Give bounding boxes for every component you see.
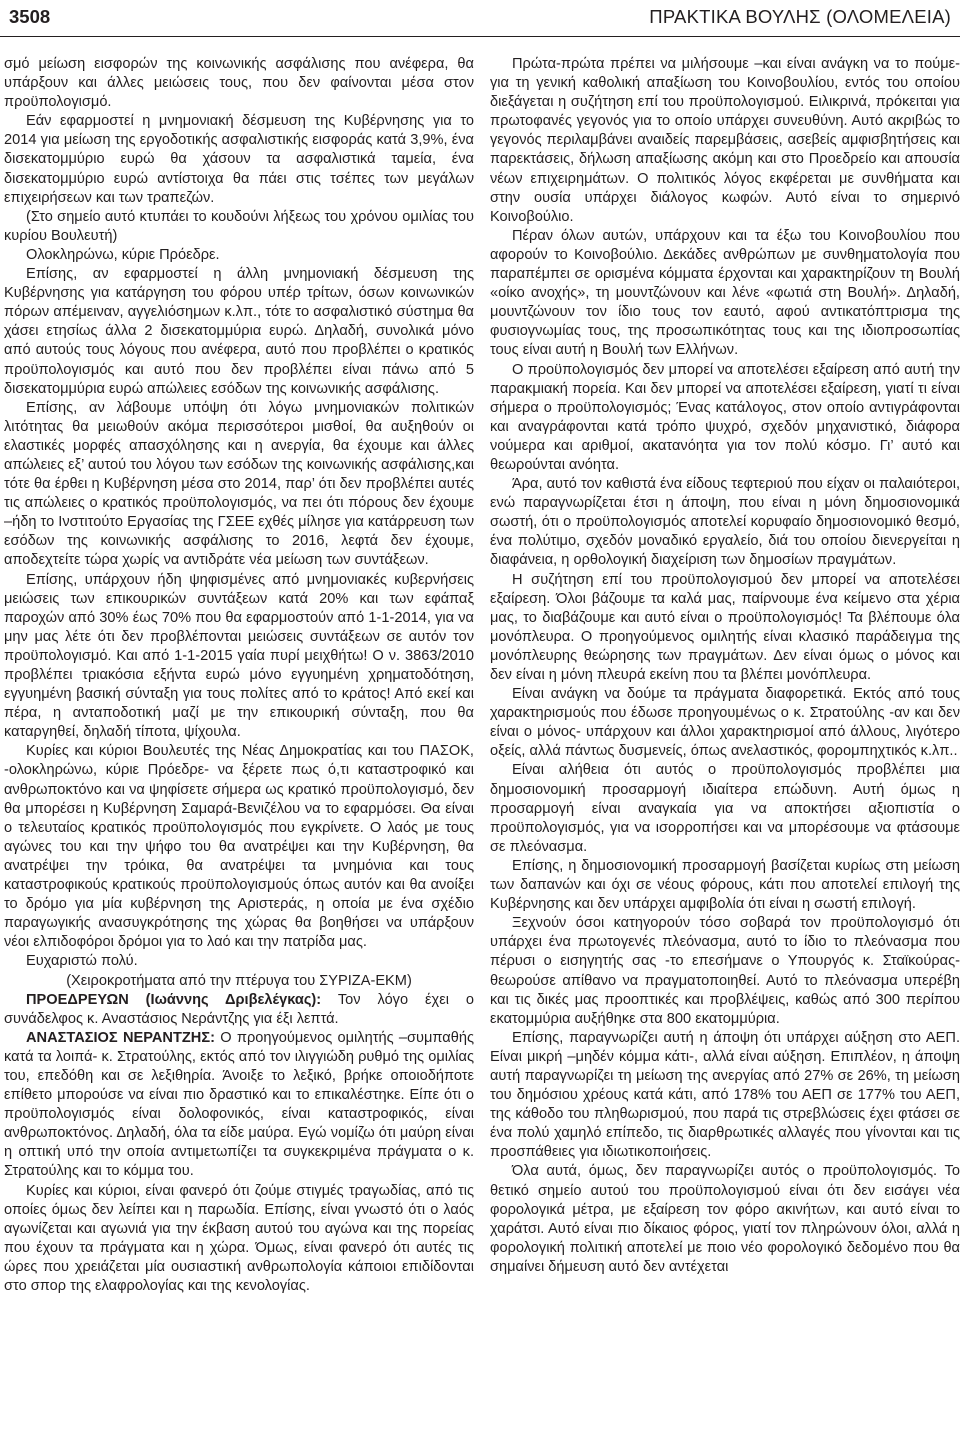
paragraph: Όλα αυτά, όμως, δεν παραγνωρίζει αυτός ο προϋπολογισμός. Το θετικό σημείο αυτού του προϋπολογισμού είναι ότι δεν εισάγει νέα φορολογικά μέτρα, με εξαίρεση τον φόρο ακινήτων, και αυτό είναι το χαράτσι. Αυτό είναι πιο δίκαιος φόρος, γιατί τον πληρώνουν όλοι, αλλά η φορολογική πολιτική αποτελεί με ποιο νέο φορολογικό δεδομένο που θα σημαίνει δήμευση αυτό δεν αντέχεται xyxy=(490,1163,960,1275)
paragraph: Άρα, αυτό τον καθιστά ένα είδους τεφτεριού που είχαν οι παλαιότεροι, ενώ παραγνωρίζεται έτσι η άποψη, που είναι η μόνη δημοσιονομικά σωστή, ότι ο προϋπολογισμός αποτελεί κορυφαίο δημοσιονομικό θεσμό, ένα πολύτιμο, σχεδόν μοναδικό εργαλείο, διά του οποίου διενεργείται η διαφάνεια, η ορθολογική διαχείριση των δημοσίων πραγμάτων. xyxy=(490,476,960,569)
left-column xyxy=(4,55,474,1296)
speech-text: Ο προηγούμενος ομιλητής –συμπαθής κατά τα λοιπά- κ. Στρατούλης, εκτός από τον ιλιγγιώδη ρυθμό της ομιλίας του, επεδόθη και σε λεξιθηρία. Άνοιξε το λεξικό, βρήκε οποιοδήποτε επίθετο μπορούσε να είναι πιο δραστικό και το επικαλέστηκε. Είπε ότι ο προϋπολογισμός είναι δολοφονικός, είναι καταστροφικός, είναι ανθρωποκτόνος. Δηλαδή, όλα τα είδε μαύρα. Εγώ νομίζω ότι μαύρη είναι η οπτική υπό την οποία αντιμετωπίζει τα συγκεκριμένα πράγματα ο κ. Στρατούλης και το κόμμα του. xyxy=(4,1029,474,1180)
paragraph: Επίσης, αν λάβουμε υπόψη ότι λόγω μνημονιακών πολιτικών λιτότητας θα μειωθούν ακόμα περισσότεροι μισθοί, θα αυξηθούν οι ελαστικές μορφές απασχόλησης και η ανεργία, θα έχουμε και άλλες απώλειες εξ’ αυτού του λόγου των εσόδων της κοινωνικής ασφάλισης,και τότε θα έρθει η Κυβέρνηση μέσα στο 2014, παρ’ ότι δεν προβλέπει αυτές τις απώλειες ο κρατικός προϋπολογισμός, να πει ότι πόρους δεν έχουμε –ήδη το Ινστιτούτο Εργασίας της ΓΣΕΕ εχθές μίλησε για κατάρρευση των εσόδων της κοινωνικής ασφάλισης το 2016, λεφτά δεν έχουμε, αποδεχτείτε τώρα χωρίς να αντιδράτε νέα μείωση των συντάξεων. xyxy=(4,399,474,569)
speech-paragraph xyxy=(4,991,474,1029)
paragraph: Κυρίες και κύριοι Βουλευτές της Νέας Δημοκρατίας και του ΠΑΣΟΚ, -ολοκληρώνω, κύριε Πρόεδρε- να ξέρετε πως ό,τι καταστροφικό και ανθρωποκτόνο και να ψηφίσετε σήμερα ως κρατικό προϋπολογισμό, δεν θα μπορέσει η Κυβέρνηση Σαμαρά-Βενιζέλου να το εφαρμόσει. Θα είναι ο τελευταίος κρατικός προϋπολογισμός που εγκρίνετε. Ο λαός με τους αγώνες του και την ψήφο του θα ανατρέψει και την Κυβέρνηση, θα ανατρέψει την τρόικα, θα ανατρέψει τα μνημόνια και τους καταστροφικούς κρατικούς προϋπολογισμούς όπως αυτόν και θα ανοίξει το δρόμο για μία κυβέρνηση της Αριστεράς, η οποία με ένα σχέδιο παραγωγικής ανασυγκρότησης της χώρας θα βοηθήσει να υπάρξουν νέοι ελπιδοφόροι δρόμοι για το λαό και την πατρίδα μας. xyxy=(4,743,474,951)
paragraph: Ο προϋπολογισμός δεν μπορεί να αποτελέσει εξαίρεση από αυτή την παρακμιακή πορεία. Και δεν μπορεί να αποτελέσει εξαίρεση, γιατί τι είναι σήμερα ο προϋπολογισμός; Ένας κατάλογος, στον οποίο αντιγράφονται και αναγράφονται κατά τρόπο ψυχρό, σχεδόν μηχανιστικό, διάφορα νούμερα και αριθμοί, ακατανόητα για τον πολύ κόσμο. Γι’ αυτό και θεωρούνται ανόητα. xyxy=(490,361,960,473)
paragraph: Επίσης, υπάρχουν ήδη ψηφισμένες από μνημονιακές κυβερνήσεις μειώσεις των επικουρικών συντάξεων κατά 20% και των εφάπαξ παροχών από 30% έως 70% που θα εφαρμοστούν από 1-1-2014, για να μην μας λέτε ότι δεν προβλέπονται μειώσεις συντάξεων σε αυτόν τον προϋπολογισμό. Και από 1-1-2015 γαία πυρί μειχθήτω! Ο ν. 3863/2010 προβλέπει τριακόσια εξήντα ευρώ μόνο εγγυημένη χρηματοδότηση, εγγυημένη βασική σύνταξη για τους πολίτες από το κράτος! Από εκεί και πέρα, η ανταποδοτική μαζί με την επικουρική σύνταξη, που θα καταργηθεί, δηλαδή τίποτα, ψίχουλα. xyxy=(4,571,474,741)
page-header xyxy=(0,0,960,40)
paragraph: Επίσης, η δημοσιονομική προσαρμογή βασίζεται κυρίως στη μείωση των δαπανών και όχι σε νέους φόρους, κάτι που αποτελεί επιλογή της Κυβέρνησης και δεν υπάρχει αμφιβολία ότι είναι η σωστή επιλογή. xyxy=(490,857,960,913)
paragraph: Η συζήτηση επί του προϋπολογισμού δεν μπορεί να αποτελέσει εξαίρεση. Όλοι βάζουμε τα καλά μας, παίρνουμε ένα κείμενο στα χέρια μας, το διαβάζουμε και αυτό είναι ο προϋπολογισμός! Τα βλέπουμε όλα μονόπλευρα. Ο προηγούμενος ομιλητής είναι κλασικό παράδειγμα της μονόπλευρης θεώρησης των πραγμάτων. Δεν είναι όμως ο μόνος και δεν είναι η μόνη πλευρά εκείνη που τα βλέπει μονόπλευρα. xyxy=(490,571,960,683)
stage-direction: (Στο σημείο αυτό κτυπάει το κουδούνι λήξεως του χρόνου ομιλίας του κυρίου Βουλευτή) xyxy=(4,208,474,244)
paragraph: Πρώτα-πρώτα πρέπει να μιλήσουμε –και είναι ανάγκη να το πούμε- για τη γενική καθολική απαξίωση του Κοινοβουλίου, εντός του οποίου διεξάγεται η συζήτηση επί του προϋπολογισμού. Ειλικρινά, πρόκειται για πρωτοφανές γεγονός για το οποίο υπάρχει συνευθύνη. Αυτό ακριβώς το γεγονός περιλαμβάνει αναιδείς παρεμβάσεις, ασεβείς αμφισβητήσεις και παρεκτάσεις, δήλωση απαξίωσης ακόμη και στο Προεδρείο και απουσία νέων επιχειρημάτων. Ο πολιτικός λόγος εκφέρεται με συνθήματα και στην ουσία υπάρχει διάλογος κωφών. Αυτό είναι το σημερινό Κοινοβούλιο. xyxy=(490,56,960,225)
paragraph: Ξεχνούν όσοι κατηγορούν τόσο σοβαρά τον προϋπολογισμό ότι υπάρχει ένα πρωτογενές πλεόνασμα, αυτό το ίδιο το πλεόνασμα που πέρυσι ο εισηγητής σας -το επεσήμανε ο Υπουργός κ. Σταϊκούρας- θεωρούσε απίθανο να πραγματοποιηθεί. Αυτό το πλεόνασμα υπερέβη και τις δικές μας προοπτικές και προβλέψεις, καθώς από 300 περίπου εκατομμύρια αυξήθηκε στα 800 εκατομμύρια. xyxy=(490,915,960,1027)
running-title: ΠΡΑΚΤΙΚΑ ΒΟΥΛΗΣ (ΟΛΟΜΕΛΕΙΑ) xyxy=(649,6,951,27)
header-rule xyxy=(0,36,960,37)
stage-direction: (Χειροκροτήματα από την πτέρυγα του ΣΥΡΙΖΑ-ΕΚΜ) xyxy=(66,972,412,989)
paragraph: Ευχαριστώ πολύ. xyxy=(26,953,138,970)
paragraph: σμό μείωση εισφορών της κοινωνικής ασφάλισης που ανέφερα, θα υπάρξουν και άλλες μειώσεις τους, που δεν φαίνονται μέσα στον προϋπολογισμό. xyxy=(4,56,474,111)
speaker-name: ΑΝΑΣΤΑΣΙΟΣ ΝΕΡΑΝΤΖΗΣ: xyxy=(26,1029,215,1046)
speech-text: Τον λόγο έχει ο συνάδελφος κ. Αναστάσιος Νεράντζης για έξι λεπτά. xyxy=(4,991,474,1027)
paragraph: Κυρίες και κύριοι, είναι φανερό ότι ζούμε στιγμές τραγωδίας, από τις οποίες όμως δεν λείπει και η παρωδία. Επίσης, είναι γνωστό ότι ο λαός αγωνίζεται και αγωνιά για την έκβαση αυτού του αγώνα και της πορείας που έχουν τα πράγματα και η χώρα. Όμως, είναι φανερό ότι αυτές τις ώρες που χρειάζεται μία ουσιαστική ανθρωπολογία κάποιοι επιδίδονται στο σπορ της ελαφρολογίας και της κενολογίας. xyxy=(4,1182,474,1294)
paragraph: Πέραν όλων αυτών, υπάρχουν και τα έξω του Κοινοβουλίου που αφορούν το Κοινοβούλιο. Δεκάδες ανθρώπων με συνθηματολογία που παραπέμπει σε ορισμένα κόμματα έρχονται και χαρακτηρίζουν τη Βουλή «οίκο ανοχής», τη μουντζώνουν και λένε «φωτιά στη Βουλή». Δηλαδή, μουντζώνουν τον ίδιο τους τον εαυτό, αφού αντικατόπτρισμα της φυσιογνωμίας τους, της προσωπικότητας τους και της ιδιοπροσωπίας τους είναι αυτή η Βουλή των Ελλήνων. xyxy=(490,227,960,359)
paragraph: Είναι αλήθεια ότι αυτός ο προϋπολογισμός προβλέπει μια δημοσιονομική προσαρμογή ιδιαίτερα επώδυνη. Αυτή όμως η προσαρμογή είναι αναγκαία για να αποκτήσει αξιοπιστία ο προϋπολογισμός, για να ισορροπήσει και να μπορέσουμε να φτάσουμε σε πλεόνασμα. xyxy=(490,762,960,855)
speaker-name: ΠΡΟΕΔΡΕΥΩΝ (Ιωάννης Δριβελέγκας): xyxy=(26,991,322,1008)
paragraph: Εάν εφαρμοστεί η μνημονιακή δέσμευση της Κυβέρνησης για το 2014 για μείωση της εργοδοτικής ασφαλιστικής εισφοράς κατά 3,9%, ένα δισεκατομμύριο ευρώ θα χάσουν τα ασφαλιστικά ταμεία, ένα δισεκατομμύριο ευρώ αντίστοιχα θα πάει στις τσέπες των μεγάλων επιχειρήσεων και των τραπεζών. xyxy=(4,113,474,206)
right-column xyxy=(490,55,960,1277)
paragraph: Είναι ανάγκη να δούμε τα πράγματα διαφορετικά. Εκτός από τους χαρακτηρισμούς που έδωσε προηγουμένως ο κ. Στρατούλης -αν και δεν είναι ο μόνος- υπάρχουν και άλλοι χαρακτηρισμοί από άλλους, λιγότερο οξείς, αλλά πάντως δυσμενείς, όπως ανελαστικός, φορομπηχτικός κ.λπ.. xyxy=(490,686,960,760)
speech-paragraph xyxy=(4,1029,474,1182)
paragraph: Επίσης, παραγνωρίζει αυτή η άποψη ότι υπάρχει αύξηση στο ΑΕΠ. Είναι μικρή –μηδέν κόμμα κάτι-, αλλά είναι αύξηση. Επιπλέον, η άποψη αυτή παραγνωρίζει τη μείωση της ανεργίας από 27% σε 26%, τη μείωση του δημόσιου χρέους κατά κάτι, από 178% του ΑΕΠ σε 177% του ΑΕΠ, της κάθοδο του πληθωρισμού, που παρά τις στρεβλώσεις έχει φτάσει σε ένα πολύ χαμηλό επίπεδο, τις διαρθρωτικές αλλαγές που γίνονται και τις προσπάθειες για ιδιωτικοποιήσεις. xyxy=(490,1029,960,1161)
paragraph: Ολοκληρώνω, κύριε Πρόεδρε. xyxy=(26,246,220,263)
page-number: 3508 xyxy=(9,6,51,27)
paragraph: Επίσης, αν εφαρμοστεί η άλλη μνημονιακή δέσμευση της Κυβέρνησης για κατάργηση του φόρου υπέρ τρίτων, όσων κοινωνικών πόρων απέμειναν, αγγελιόσημων κ.λπ., τότε το ασφαλιστικό σύστημα θα χάσει ετησίως άλλα 2 δισεκατομμύρια ευρώ. Δηλαδή, συνολικά μόνο από αυτούς τους λόγους που ανέφερα, αυτό που προβλέπει ο κρατικός προϋπολογισμός και αυτό που δεν προβλέπει είναι πάνω από 5 δισεκατομμύρια ευρώ απώλειες εσόδων της κοινωνικής ασφάλισης. xyxy=(4,266,474,397)
